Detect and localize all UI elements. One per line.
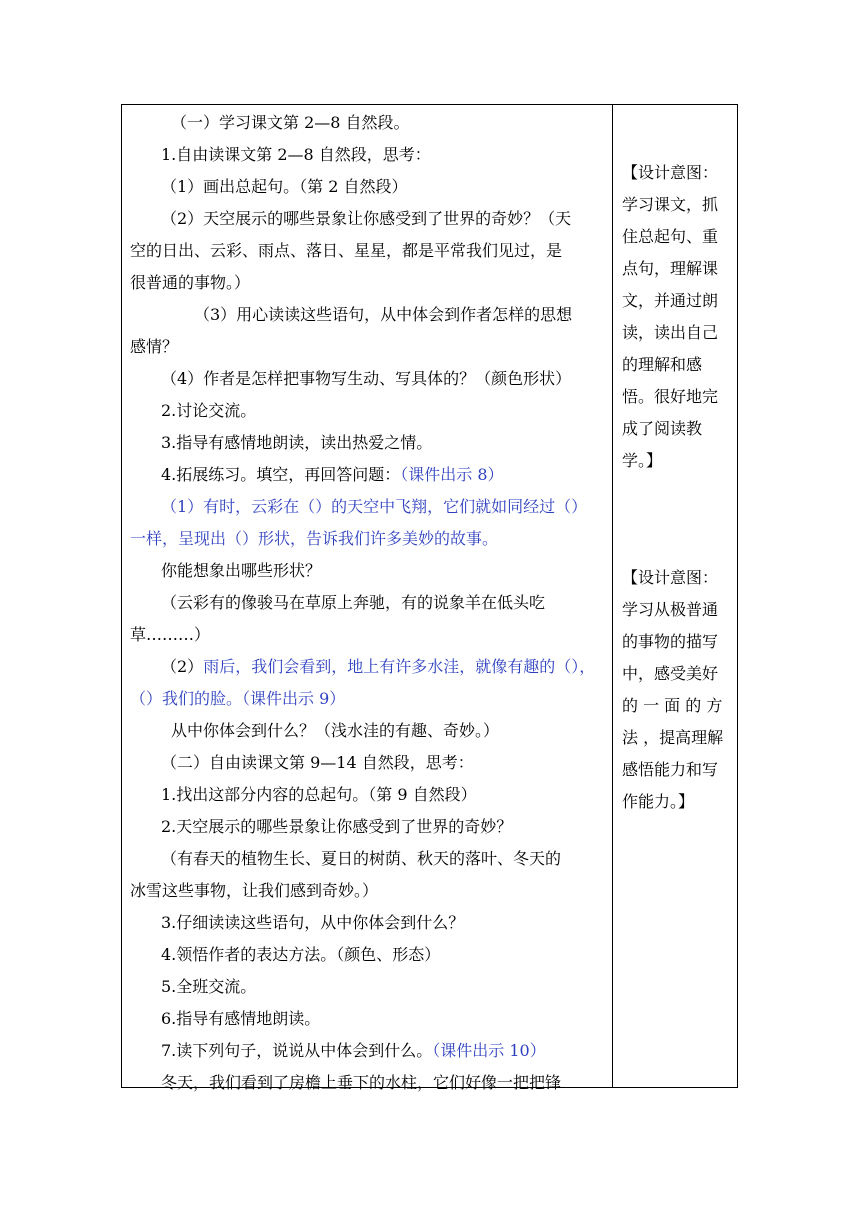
line-text: 3.指导有感情地朗读，读出热爱之情。 bbox=[161, 433, 433, 452]
design-intent-line: 文，并通过朗 bbox=[622, 291, 719, 310]
line-text: 空的日出、云彩、雨点、落日、星星，都是平常我们见过，是 bbox=[130, 241, 563, 260]
design-intent-line: 作能力。】 bbox=[622, 792, 695, 811]
text-line bbox=[161, 433, 432, 453]
line-text: （1）有时，云彩在（）的天空中飞翔，它们就如同经过（） bbox=[161, 497, 588, 516]
line-text: 冰雪这些事物，让我们感到奇妙。） bbox=[130, 881, 379, 900]
text-line bbox=[161, 593, 545, 613]
design-intent-line: 的理解和感 bbox=[622, 355, 703, 374]
text-line bbox=[161, 849, 561, 869]
design-intent-line: 学习课文，抓 bbox=[622, 195, 719, 214]
line-text: （2） bbox=[161, 657, 204, 676]
text-line bbox=[161, 465, 504, 485]
text-line bbox=[161, 1009, 320, 1029]
line-text: 你能想象出哪些形状？ bbox=[161, 561, 322, 580]
design-intent-line: 感悟能力和写 bbox=[622, 760, 719, 779]
line-text: （3）用心读读这些语句，从中体会到作者怎样的思想 bbox=[194, 305, 573, 324]
design-intent-line: 【设计意图： bbox=[622, 163, 719, 182]
design-intent-line: 点句，理解课 bbox=[622, 259, 719, 278]
text-line bbox=[161, 817, 512, 837]
text-line bbox=[161, 369, 571, 389]
line-text: （2）天空展示的哪些景象让你感受到了世界的奇妙？（天 bbox=[161, 209, 572, 228]
design-intent-line: 读，读出自己 bbox=[622, 323, 719, 342]
line-text: （一）学习课文第 2—8 自然段。 bbox=[171, 113, 410, 132]
line-text: （云彩有的像骏马在草原上奔驰，有的说象羊在低头吃 bbox=[161, 593, 546, 612]
line-text: （1）画出总起句。（第 2 自然段） bbox=[161, 177, 408, 196]
line-text: 2.天空展示的哪些景象让你感受到了世界的奇妙？ bbox=[161, 817, 513, 836]
text-line bbox=[161, 945, 440, 965]
design-intent-line: 悟。很好地完 bbox=[622, 387, 719, 406]
line-text: 5.全班交流。 bbox=[161, 977, 257, 996]
text-line bbox=[161, 657, 595, 677]
line-text: （二）自由读课文第 9—14 自然段，思考： bbox=[161, 753, 474, 772]
text-line bbox=[130, 241, 562, 261]
text-line bbox=[130, 625, 210, 645]
line-text: （）我们的脸。 bbox=[130, 689, 243, 708]
courseware-note: （课件出示 8） bbox=[400, 465, 504, 484]
text-line bbox=[161, 977, 256, 997]
text-line bbox=[161, 1073, 561, 1093]
text-line bbox=[161, 177, 408, 197]
line-text: 4.领悟作者的表达方法。（颜色、形态） bbox=[161, 945, 441, 964]
text-line bbox=[161, 209, 571, 229]
text-line bbox=[161, 497, 587, 517]
text-line bbox=[161, 913, 464, 933]
line-text: 2.讨论交流。 bbox=[161, 401, 257, 420]
line-text: 感情？ bbox=[130, 337, 179, 356]
line-text: 3.仔细读读这些语句，从中你体会到什么？ bbox=[161, 913, 465, 932]
text-line bbox=[130, 529, 498, 549]
line-text: 1.自由读课文第 2—8 自然段，思考： bbox=[161, 145, 431, 164]
text-line bbox=[161, 1041, 546, 1061]
design-intent-line: 学习从极普通 bbox=[622, 600, 719, 619]
line-text: 1.找出这部分内容的总起句。（第 9 自然段） bbox=[161, 785, 477, 804]
design-intent-line: 中，感受美好 bbox=[622, 664, 719, 683]
design-intent-line: 成了阅读教 bbox=[622, 419, 703, 438]
text-line bbox=[130, 337, 178, 357]
line-text: 6.指导有感情地朗读。 bbox=[161, 1009, 321, 1028]
design-intent-line: 学。】 bbox=[622, 451, 663, 470]
text-line bbox=[161, 753, 474, 773]
design-intent-line: 的事物的描写 bbox=[622, 632, 719, 651]
text-line bbox=[171, 113, 410, 133]
line-text: 7.读下列句子，说说从中体会到什么。 bbox=[161, 1041, 433, 1060]
design-intent-line: 住总起句、重 bbox=[622, 227, 719, 246]
line-text: 草………） bbox=[130, 625, 211, 644]
text-line bbox=[130, 881, 378, 901]
courseware-note: 雨后，我们会看到，地上有许多水洼，就像有趣的（）， bbox=[203, 657, 596, 676]
column-divider bbox=[612, 104, 613, 1088]
courseware-note: （课件出示 10） bbox=[432, 1041, 546, 1060]
courseware-note: （课件出示 9） bbox=[242, 689, 346, 708]
line-text: 4.拓展练习。填空，再回答问题： bbox=[161, 465, 401, 484]
line-text: 很普通的事物。） bbox=[130, 273, 251, 292]
line-text: 一样，呈现出（）形状，告诉我们许多美妙的故事。 bbox=[130, 529, 499, 548]
text-line bbox=[161, 785, 477, 805]
line-text: 从中你体会到什么？（浅水洼的有趣、奇妙。） bbox=[171, 721, 500, 740]
line-text: （4）作者是怎样把事物写生动、写具体的？（颜色形状） bbox=[161, 369, 572, 388]
design-intent-line: 的 一 面 的 方 bbox=[622, 696, 723, 715]
design-intent-line: 【设计意图： bbox=[622, 568, 719, 587]
text-line bbox=[161, 145, 431, 165]
text-line bbox=[161, 401, 256, 421]
text-line bbox=[130, 689, 345, 709]
text-line bbox=[171, 721, 499, 741]
text-line bbox=[194, 305, 572, 325]
line-text: （有春天的植物生长、夏日的树荫、秋天的落叶、冬天的 bbox=[161, 849, 562, 868]
text-line bbox=[161, 561, 321, 581]
text-line bbox=[130, 273, 250, 293]
line-text: 冬天，我们看到了房檐上垂下的水柱，它们好像一把把锋 bbox=[161, 1073, 562, 1092]
design-intent-line: 法 ，提高理解 bbox=[622, 728, 724, 747]
